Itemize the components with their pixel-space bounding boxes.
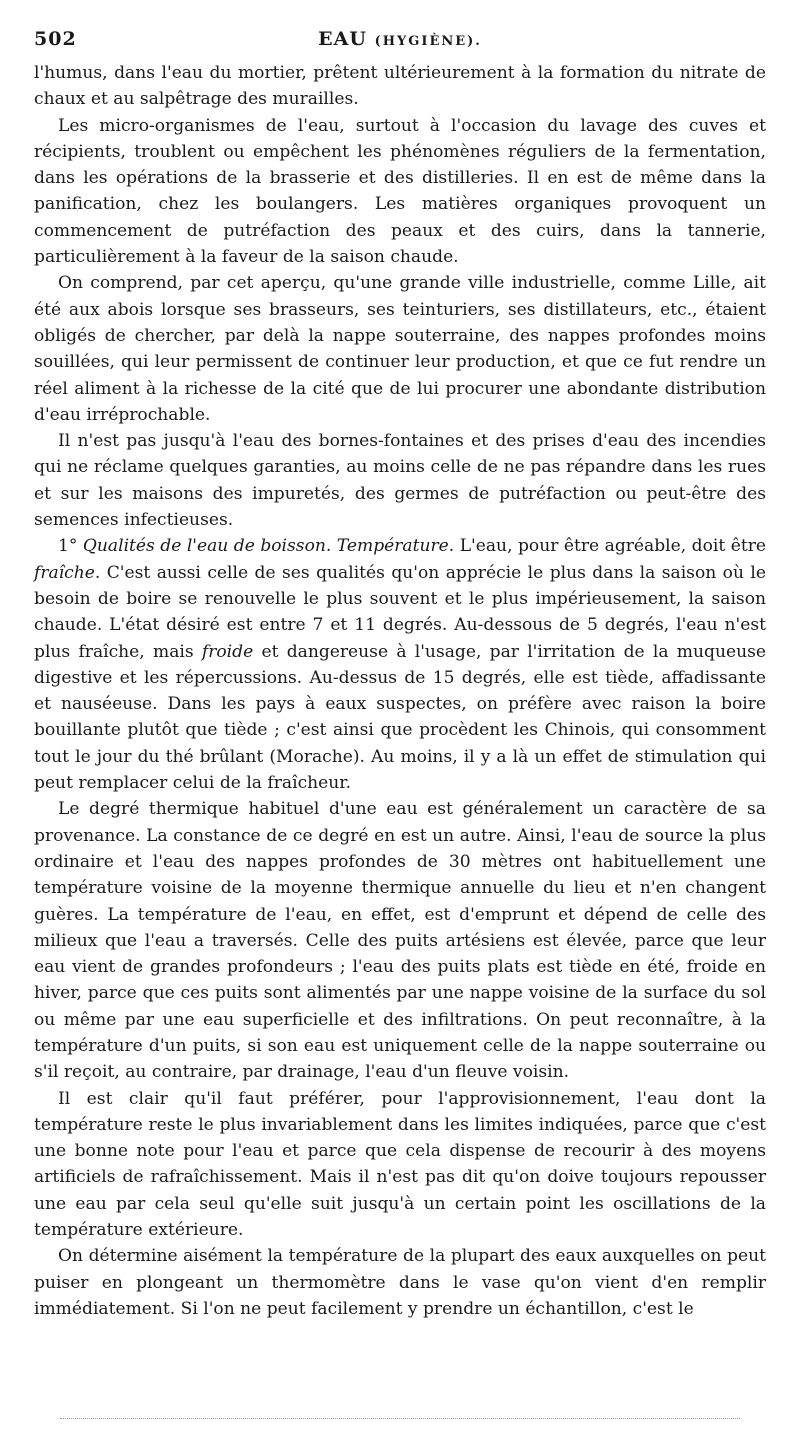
section-subheading: Température.	[331, 536, 455, 557]
paragraph	[34, 1086, 766, 1244]
paragraph-text: et dangereuse à l'usage, par l'irritation de la muqueuse digestive et les répercussions. Au-dessus de 15 degrés, elle est tiède, affadissante et nauséeuse. Dans les pays à eaux suspectes, on préfère avec raison la boire bouillante plutôt que tiède ; c'est ainsi que procèdent les Chinois, qui consomment tout le jour du thé brûlant (Morache). Au moins, il y a là un effet de stimulation qui peut remplacer celui de la fraîcheur.	[34, 641, 766, 794]
emphasis-word: fraîche	[34, 562, 95, 583]
paragraph-text: Les micro-organismes de l'eau, surtout à l'occasion du lavage des cuves et récipients, troublent ou empêchent les phénomènes réguliers de la fermentation, dans les opérations de la brasserie et des distilleries. Il en est de même dans la panification, chez les boulangers. Les matières organiques provoquent un commencement de putréfaction des peaux et des cuirs, dans la tannerie, particulièrement à la faveur de la saison chaude.	[34, 115, 766, 268]
paragraph-text: Le degré thermique habituel d'une eau est généralement un caractère de sa provenance. La constance de ce degré en est un autre. Ainsi, l'eau de source la plus ordinaire et l'eau des nappes profondes de 30 mètres ont habituellement une température voisine de la moyenne thermique annuelle du lieu et n'en changent guères. La température de l'eau, en effet, est d'emprunt et dépend de celle des milieux que l'eau a traversés. Celle des puits artésiens est élevée, parce que leur eau vient de grandes profondeurs ; l'eau des puits plats est tiède en été, froide en hiver, parce que ces puits sont alimentés par une nappe voisine de la surface du sol ou même par une eau superficielle et des infiltrations. On peut reconnaître, à la température d'un puits, si son eau est uniquement celle de la nappe souterraine ou s'il reçoit, au contraire, par drainage, l'eau d'un fleuve voisin.	[34, 799, 766, 1083]
emphasis-word: froide	[201, 641, 254, 662]
paragraph-text: . C'est aussi celle de ses qualités qu'on apprécie le plus dans la saison où le besoin de boire se renouvelle le plus souvent et le plus impérieusement, la saison chaude. L'état désiré est entre 7 et 11 degrés. Au-dessous de 5 degrés, l'eau n'est plus fraîche, mais	[34, 562, 766, 662]
running-title-sub: (HYGIÈNE).	[374, 34, 482, 49]
paragraph-text: On comprend, par cet aperçu, qu'une grande ville industrielle, comme Lille, ait été aux abois lorsque ses brasseurs, ses teinturiers, ses distillateurs, etc., étaient obligés de chercher, par delà la nappe souterraine, des nappes profondes moins souillées, qui leur permissent de continuer leur production, et que ce fut rendre un réel aliment à la richesse de la cité que de lui procurer une abondante distribution d'eau irréprochable.	[34, 273, 766, 425]
paragraph-text: Il est clair qu'il faut préférer, pour l'approvisionnement, l'eau dont la température reste le plus invariablement dans les limites indiquées, parce que c'est une bonne note pour l'eau et parce que cela dispense de recourir à des moyens artificiels de rafraîchissement. Mais il n'est pas dit qu'on doive toujours repousser une eau par cela seul qu'elle suit jusqu'à un certain point les oscillations de la température extérieure.	[34, 1088, 766, 1241]
paragraph-text: l'humus, dans l'eau du mortier, prêtent ultérieurement à la formation du nitrate de chaux et au salpêtrage des murailles.	[34, 63, 766, 110]
paragraph	[34, 270, 766, 428]
section-number: 1°	[58, 536, 83, 557]
paragraph	[34, 113, 766, 271]
paragraph	[34, 428, 766, 533]
book-page	[34, 22, 766, 1322]
running-title	[34, 28, 766, 50]
paragraph	[34, 533, 766, 796]
body-text	[34, 60, 766, 1322]
paragraph-text: On détermine aisément la température de la plupart des eaux auxquelles on peut puiser en plongeant un thermomètre dans le vase qu'on vient d'en remplir immédiatement. Si l'on ne peut facilement y prendre un échantillon, c'est le	[34, 1246, 766, 1319]
paragraph	[34, 60, 766, 113]
paragraph-text: L'eau, pour être agréable, doit être	[454, 536, 766, 557]
paragraph	[34, 1243, 766, 1322]
paragraph-text: Il n'est pas jusqu'à l'eau des bornes-fontaines et des prises d'eau des incendies qui ne réclame quelques garanties, au moins celle de ne pas répandre dans les rues et sur les maisons des impuretés, des germes de putréfaction ou peut-être des semences infectieuses.	[34, 431, 766, 531]
paragraph	[34, 796, 766, 1085]
page-number: 502	[34, 28, 77, 50]
section-heading: Qualités de l'eau de boisson.	[82, 536, 332, 557]
running-head	[34, 22, 766, 52]
running-title-main: EAU	[318, 28, 367, 50]
footer-rule	[60, 1418, 740, 1419]
